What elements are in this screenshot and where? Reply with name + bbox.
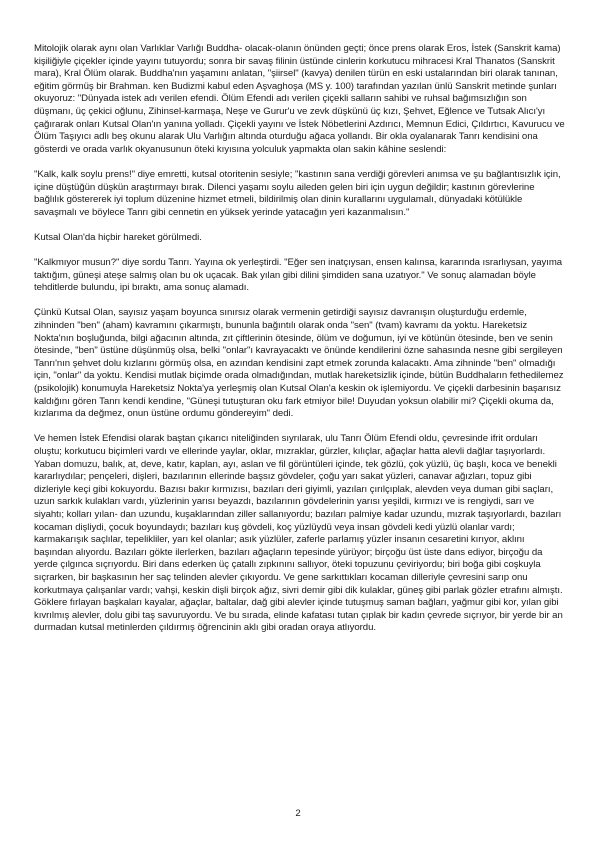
- paragraph-6: Ve hemen İstek Efendisi olarak baştan çıkarıcı niteliğinden sıyrılarak, ulu Tanrı Ölüm Efendi oldu, çevresinde ifrit orduları oluştu; korkutucu biçimleri vardı ve ellerinde yaylar, oklar, mızraklar, gürzler, kılıçlar, ağaçlar hatta alevli dağlar taşıyorlardı. Yaban domuzu, balık, at, deve, katır, kaplan, ayı, aslan ve fil görüntüleri içinde, tek gözlü, çok yüzlü, üç başlı, koca ve benekli kararlıydılar; pençeleri, dişleri, bazılarının ellerinde başsız gövdeler, çoğu yarı sakat yüzleri, canavar ağızları, topuz gibi dizleriyle keçi gibi kokuyordu. Bazısı bakır kırmızısı, bazıları deri giyimli, yazıları çırılçıplak, alevden veya duman gibi saçları, uzun sarkık kulakları vardı, yüzlerinin yarısı beyazdı, bazılarının gövdelerinin yarısı yeşildi, kırmızı ve is rengiydi, sarı ve siyahtı; kolları yılan- dan uzundu, kuşaklarından ziller sallanıyordu; bazıları palmiye kadar uzundu, mızrak taşıyorlardı, bazıları kocaman dişliydi, çocuk boyundaydı; bazıları kuş gövdeli, koç yüzlüydü veya insan gövdeli kedi yüzlü olanlar vardı; karmakarışık saçlılar, tepelikliler, yarı kel olanlar; asık yüzlüler, zaferle parlamış yüzler insanın cesaretini kırıyor, aklını başından alıyordu. Bazıları gökte ilerlerken, bazıları ağaçların tepesinde yürüyor; birçoğu üst üste dans ediyor, birçoğu da yerde çılgınca sıçrıyordu. Biri dans ederken üç çatallı zıpkınını sallıyor, öteki topuzunu çeviriyordu; biri boğa gibi coşkuyla sıçrarken, bir başkasının her saç telinden alevler çıkıyordu. Ve gene sarkıttıkları kocaman dilleriyle çevresini sarıp onu korkutmaya çalışanlar vardı; vahşi, keskin dişli birçok ağız, sivri demir gibi dik kulaklar, güneş gibi parlak gözler etrafını almıştı. Göklere fırlayan başkaları kayalar, ağaçlar, baltalar, dağ gibi alevler içinde tutuşmuş saman bağları, yağmur gibi kor, yılan gibi kıvrılmış alevler, dolu gibi taş savuruyordu. Ve bu sırada, elinde kafatası tutan çıplak bir kadın çevrede sıçrıyor, bir yerde bir an durmadan kutsal metinlerden çıldırmış öğrencinin aklı gibi oradan oraya atlıyordu.: [34, 433, 563, 634]
- body-text: [34, 43, 566, 648]
- paragraph-4: "Kalkmıyor musun?" diye sordu Tanrı. Yayına ok yerleştirdi. "Eğer sen inatçıysan, ensen kalınsa, kararında ısrarlıysan, yayıma taktığım, güneşi ateşe salmış olan bu ok uçacak. Bak yılan gibi dilini şimdiden sana uzatıyor." Ve sonuç alamadan böyle tehditlerde bulundu, ipi bıraktı, ama sonuç alamadı.: [34, 257, 563, 294]
- paragraph-2: "Kalk, kalk soylu prens!" diye emretti, kutsal otoritenin sesiyle; "kastının sana verdiği görevleri anımsa ve şu bağlantısızlık için, içine düştüğün düşkün araştırmayı bırak. Dilenci yaşamı soylu aileden gelen biri için uygun değildir; kastının görevlerine bağlılık göstererek iyi toplum düzenine hizmet etmeli, bildirilmiş olan dinin kurallarını uygulamalı, dünyadaki kötülükle savaşmalı ve böylece Tanrı gibi cennetin en yüksek yerinde yatacağın yeri kazanmalısın.": [34, 168, 561, 218]
- paragraph-5: Çünkü Kutsal Olan, sayısız yaşam boyunca sınırsız olarak vermenin getirdiği sayısız davranışın oluşturduğu erdemle, zihninden "ben" (aham) kavramını çıkarmıştı, bununla bağıntılı olarak onda "sen" (tvam) kavramı da yoktu. Hareketsiz Nokta'nın boşluğunda, bilgi ağacının altında, zıt çiftlerinin ötesinde, ölüm ve doğumun, iyi ve kötünün ötesinde, ben ve senin ötesinde, "ben" üstüne düşünmüş olsa, belki "onlar"ı kavrayacaktı ve önünde kendilerini özne sahasında nesne gibi sergileyen Tanrı'nın şehvet dolu kızlarını görmüş olsa, en azından kendisini zapt etmek zorunda kalacaktı. Ama zihninde "ben" olmadığı için, "onlar" da yoktu. Kendisi mutlak biçimde orada olmadığından, mutlak hareketsizlik içinde, bütün Buddhaların fethedilemez (psikolojik) konumuyla Hareketsiz Nokta'ya yerleşmiş olan Kutsal Olan'a keskin ok işlemiyordu. Ve çiçekli darbesinin başarısız kaldığını gören Tanrı kendi kendine, "Güneşi tutuşturan oku fark etmiyor bile! Duyudan yoksun olabilir mi? Çiçekli okuma da, kızlarıma da değmez, onun üstüne ordumu göndereyim" dedi.: [34, 307, 564, 420]
- page-number: 2: [295, 808, 301, 819]
- paragraph-1: Mitolojik olarak aynı olan Varlıklar Varlığı Buddha- olacak-olanın önünden geçti; önce prens olarak Eros, İstek (Sanskrit kama) kişiliğiyle çiçekler içinde yayını tutuyordu; sonra bir savaş filinin üstünde cinlerin korkutucu mihracesi Kral Thanatos (Sanskrit mara), Kral Ölüm olarak. Buddha'nın yaşamını anlatan, "şiirsel" (kavya) denilen türün en eski ustalarından biri olarak tanınan, eğitim görmüş bir Brahman. ken Budizmi kabul eden Aşvaghoşa (MS y. 100) tarafından yazılan ünlü Sanskrit metinde şunları okuyoruz: "Dünyada istek adı verilen efendi. Ölüm Efendi adı verilen çiçekli salların sahibi ve ruhsal bağımsızlığın son düşmanı, üç çekici oğlunu, Zihinsel-karmaşa, Neşe ve Gurur'u ve zevk düşkünü üç kızı, Şehvet, Eğlence ve Tutsak Alıcı'yı çağırarak onları Kutsal Olan'ın yanına yolladı. Çiçekli yayını ve İstek Nöbetlerini Azdırıcı, Memnun Edici, Çıldırtıcı, Kavurucu ve Ölüm Taşıyıcı adlı beş okunu alarak Ulu Varlığın altında oturduğu ağaca yollandı. Bir okla oyalanarak Tanrı kendisini ona gösterdi ve orada varlık okyanusunun öteki kıyısına yolculuk yapmakta olan sakin kâhine seslendi:: [34, 43, 565, 155]
- paragraph-3: Kutsal Olan'da hiçbir hareket görülmedi.: [34, 231, 202, 243]
